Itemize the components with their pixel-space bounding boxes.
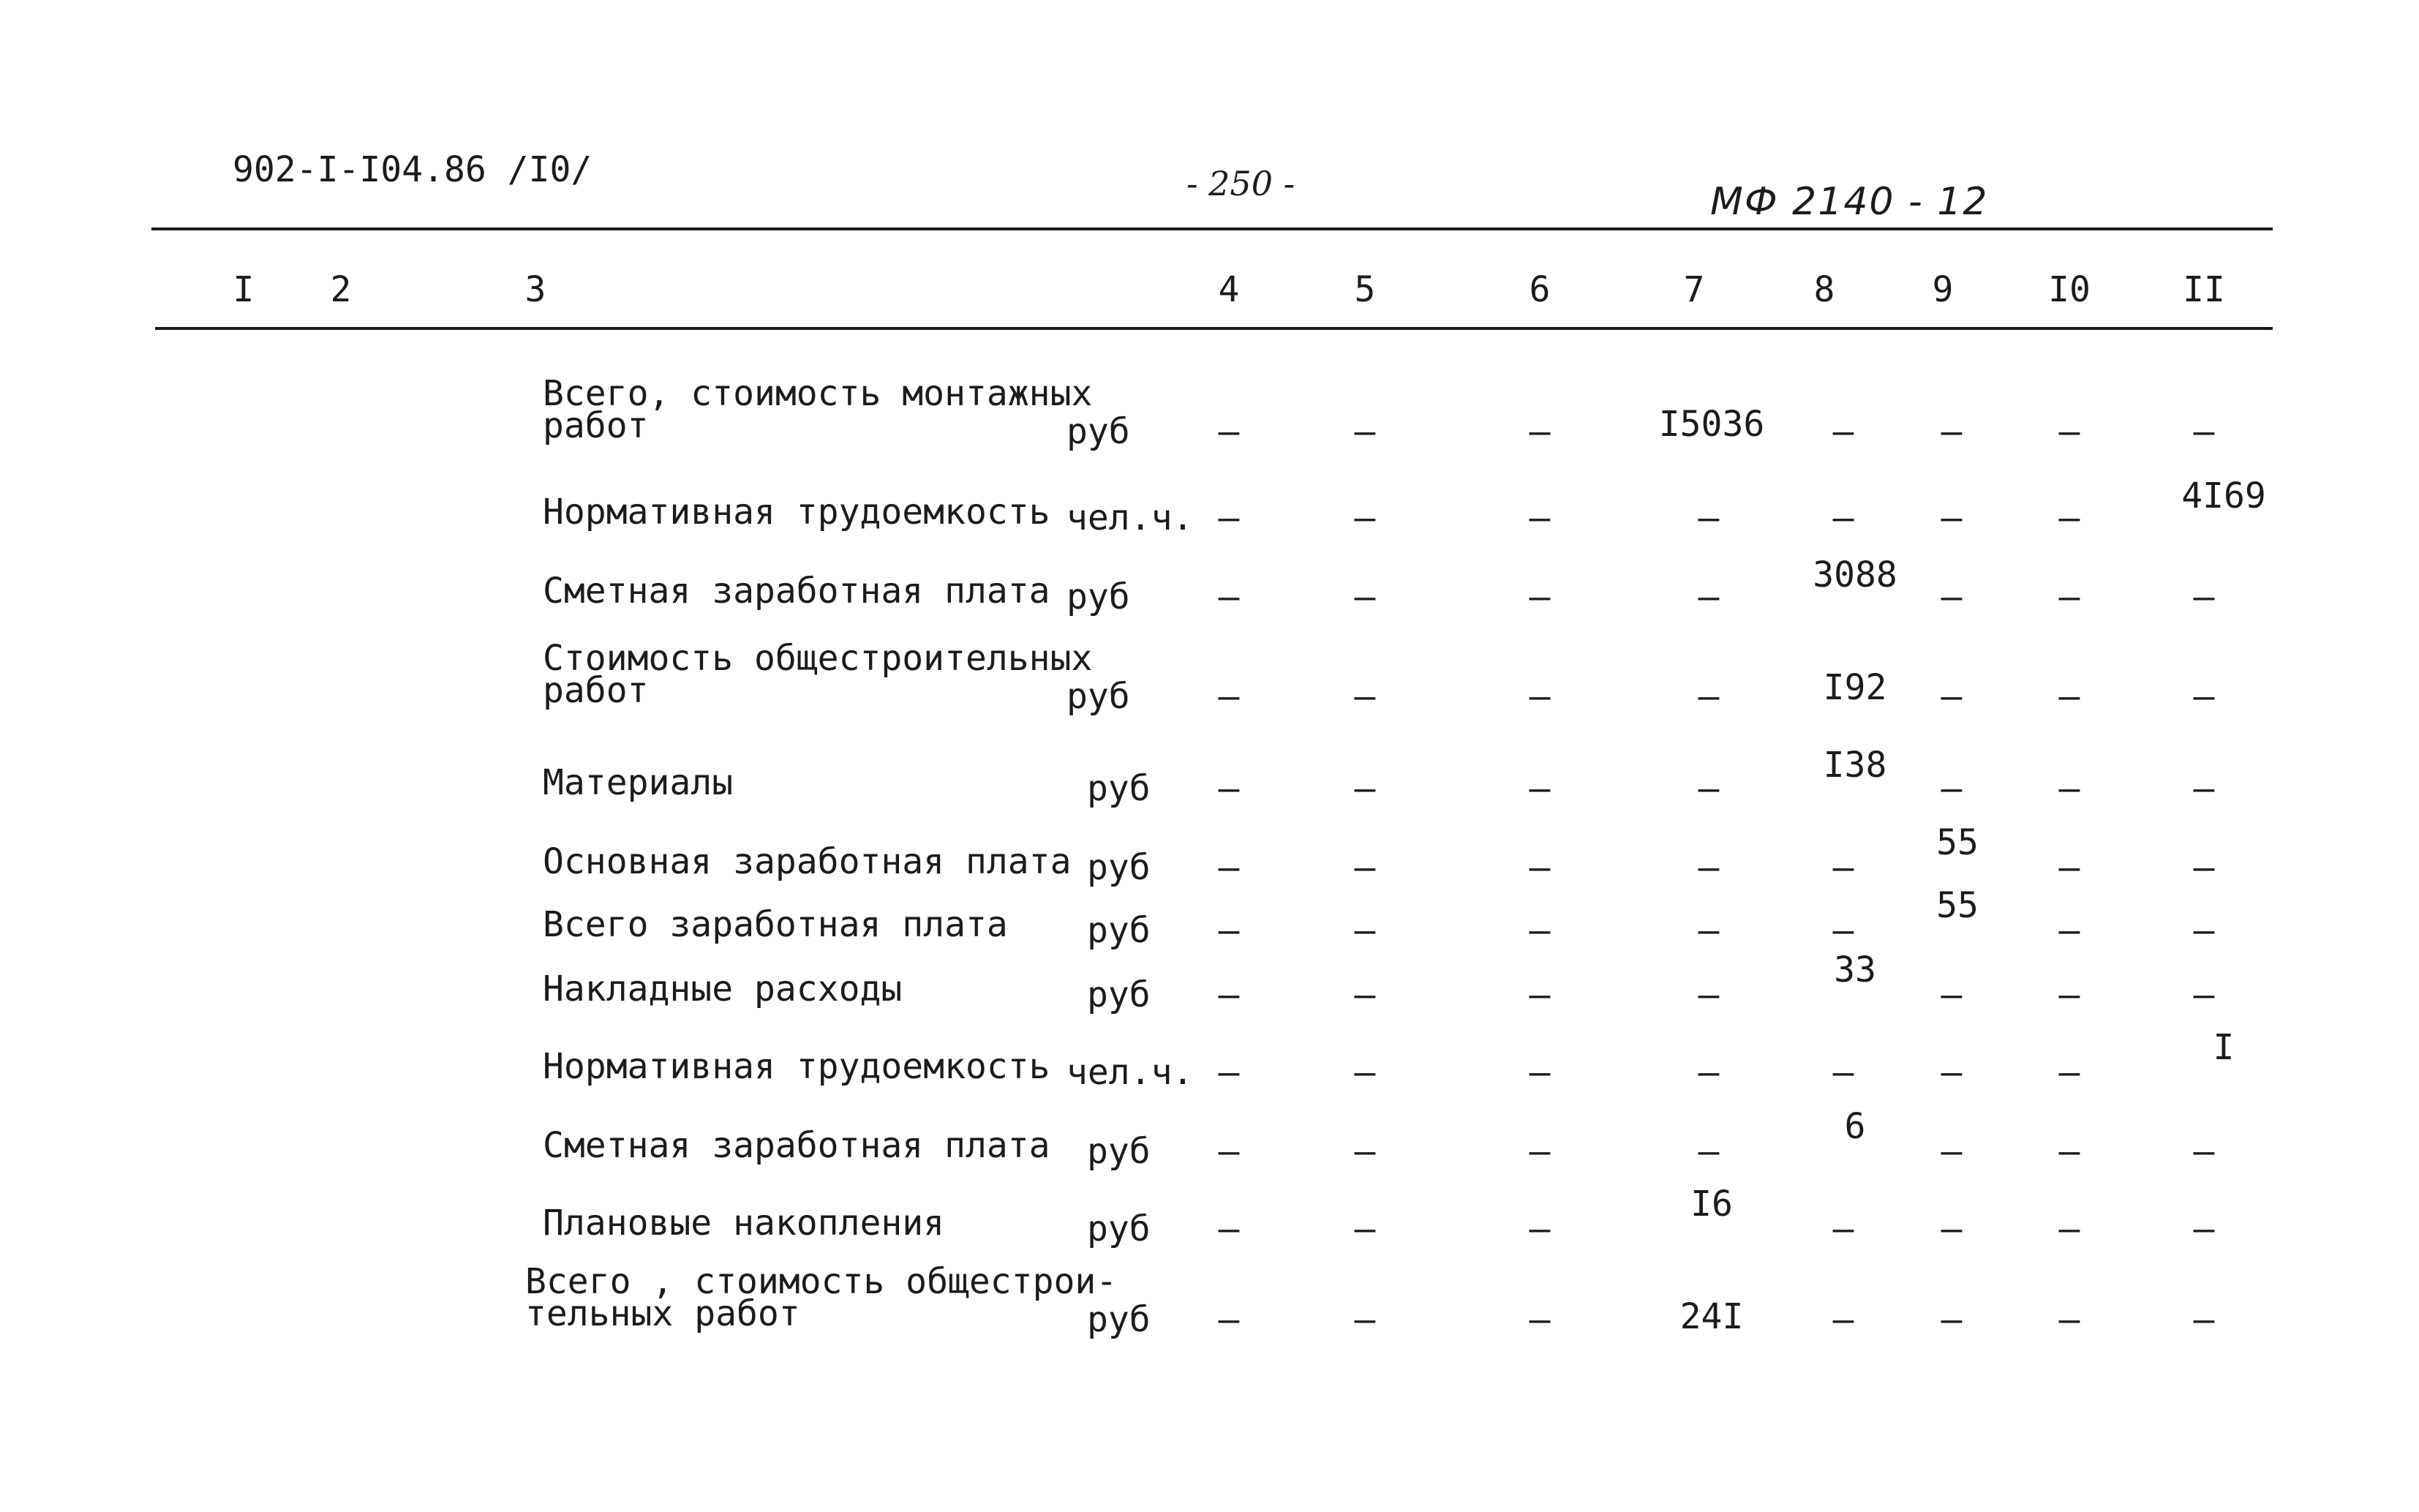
column-number-7: 7 (1683, 269, 1705, 310)
row-6-description (543, 841, 1072, 882)
row-9-col-6: – (1529, 1052, 1551, 1093)
row-12-unit: руб (1087, 1299, 1151, 1340)
row-3-col-11: – (2193, 576, 2215, 617)
row-2-col-6: – (1529, 497, 1551, 538)
row-8-description (543, 968, 903, 1009)
row-9-col-8: – (1832, 1052, 1854, 1093)
row-7-col-11: – (2193, 910, 2215, 951)
row-4-col-11: – (2193, 676, 2215, 717)
row-1-col-10: – (2058, 411, 2080, 452)
row-8-col-11: – (2193, 974, 2215, 1015)
row-2-col-8: – (1832, 497, 1854, 538)
row-10-col-9: – (1941, 1131, 1963, 1172)
row-6-col-11: – (2193, 847, 2215, 888)
row-12-col-4: – (1218, 1299, 1240, 1340)
row-3-description (543, 571, 1050, 612)
row-10-col-6: – (1529, 1131, 1551, 1172)
description-line: тельных работ (525, 1293, 800, 1334)
row-4-col-10: – (2058, 676, 2080, 717)
sheet-mark: МФ 2140 - 12 (1710, 180, 1989, 224)
row-5-col-7: – (1698, 768, 1720, 809)
row-12-col-5: – (1354, 1299, 1376, 1340)
description-line: Всего заработная плата (543, 904, 1008, 945)
row-7-col-8: – (1832, 910, 1854, 951)
column-number-6: 6 (1529, 269, 1551, 310)
row-12-col-8: – (1832, 1299, 1854, 1340)
row-5-description (543, 762, 734, 803)
row-5-col-10: – (2058, 768, 2080, 809)
row-9-col-7: – (1698, 1052, 1720, 1093)
row-10-unit: руб (1087, 1131, 1151, 1172)
description-line: работ (543, 670, 649, 711)
row-9-col-10: – (2058, 1052, 2080, 1093)
row-4-col-8: I92 (1823, 667, 1887, 708)
row-2-col-11: 4I69 (2181, 475, 2266, 516)
row-10-col-5: – (1354, 1131, 1376, 1172)
row-10-description (543, 1125, 1050, 1166)
row-11-col-11: – (2193, 1208, 2215, 1249)
row-4-col-4: – (1218, 676, 1240, 717)
column-number-3: 3 (524, 269, 546, 310)
description-line: Основная заработная плата (543, 841, 1072, 882)
row-4-col-9: – (1941, 676, 1963, 717)
row-2-description (543, 492, 1050, 533)
row-1-col-11: – (2193, 411, 2215, 452)
row-7-col-6: – (1529, 910, 1551, 951)
row-7-col-10: – (2058, 910, 2080, 951)
row-6-unit: руб (1087, 847, 1151, 888)
row-9-col-4: – (1218, 1052, 1240, 1093)
row-12-col-9: – (1941, 1299, 1963, 1340)
row-11-col-4: – (1218, 1208, 1240, 1249)
row-8-col-8: 33 (1834, 949, 1876, 990)
row-10-col-10: – (2058, 1131, 2080, 1172)
document-code: 902-I-I04.86 /I0/ (233, 149, 592, 190)
row-3-col-8: 3088 (1813, 554, 1897, 595)
row-2-unit: чел.ч. (1066, 497, 1194, 538)
row-5-col-11: – (2193, 768, 2215, 809)
row-8-col-5: – (1354, 974, 1376, 1015)
description-line: Сметная заработная плата (543, 1125, 1050, 1166)
row-7-col-9: 55 (1936, 885, 1979, 926)
row-8-col-6: – (1529, 974, 1551, 1015)
row-11-col-8: – (1832, 1208, 1854, 1249)
row-4-unit: руб (1066, 676, 1130, 717)
row-9-unit: чел.ч. (1066, 1052, 1194, 1093)
column-number-11: II (2183, 269, 2225, 310)
row-1-col-8: – (1832, 411, 1854, 452)
row-4-col-5: – (1354, 676, 1376, 717)
row-7-col-5: – (1354, 910, 1376, 951)
row-1-description (543, 373, 1093, 446)
row-1-unit: руб (1066, 411, 1130, 452)
description-line: работ (543, 405, 649, 446)
row-10-col-4: – (1218, 1131, 1240, 1172)
row-4-col-6: – (1529, 676, 1551, 717)
row-10-col-11: – (2193, 1131, 2215, 1172)
row-5-col-4: – (1218, 768, 1240, 809)
description-line: Всего, стоимость монтажных (543, 373, 1093, 414)
row-10-col-7: – (1698, 1131, 1720, 1172)
row-6-col-9: 55 (1936, 822, 1979, 863)
description-line: Стоимость общестроительных (543, 638, 1093, 679)
column-number-2: 2 (330, 269, 352, 310)
description-line: Материалы (543, 762, 734, 803)
row-2-col-5: – (1354, 497, 1376, 538)
row-7-unit: руб (1087, 910, 1151, 951)
row-12-col-10: – (2058, 1299, 2080, 1340)
row-6-col-6: – (1529, 847, 1551, 888)
row-4-description (543, 638, 1093, 711)
row-8-col-7: – (1698, 974, 1720, 1015)
header-rule (155, 327, 2273, 330)
row-6-col-7: – (1698, 847, 1720, 888)
row-8-col-9: – (1941, 974, 1963, 1015)
description-line: Нормативная трудоемкость (543, 1046, 1050, 1087)
column-number-10: I0 (2048, 269, 2091, 310)
row-1-col-7: I5036 (1658, 404, 1765, 445)
row-11-unit: руб (1087, 1208, 1151, 1249)
row-7-description (543, 904, 1008, 945)
row-11-col-9: – (1941, 1208, 1963, 1249)
row-7-col-4: – (1218, 910, 1240, 951)
row-11-col-6: – (1529, 1208, 1551, 1249)
top-rule (151, 227, 2273, 230)
column-number-4: 4 (1218, 269, 1240, 310)
row-1-col-5: – (1354, 411, 1376, 452)
row-9-col-5: – (1354, 1052, 1376, 1093)
row-2-col-9: – (1941, 497, 1963, 538)
description-line: Накладные расходы (543, 968, 903, 1009)
row-11-description (543, 1203, 945, 1244)
row-8-col-10: – (2058, 974, 2080, 1015)
row-3-col-6: – (1529, 576, 1551, 617)
row-8-unit: руб (1087, 974, 1151, 1015)
row-1-col-9: – (1941, 411, 1963, 452)
row-3-col-9: – (1941, 576, 1963, 617)
row-9-col-11: I (2213, 1027, 2235, 1068)
row-7-col-7: – (1698, 910, 1720, 951)
row-6-col-8: – (1832, 847, 1854, 888)
row-11-col-5: – (1354, 1208, 1376, 1249)
row-12-col-6: – (1529, 1299, 1551, 1340)
row-3-col-5: – (1354, 576, 1376, 617)
row-1-col-6: – (1529, 411, 1551, 452)
row-2-col-10: – (2058, 497, 2080, 538)
page-number: - 250 - (1186, 164, 1295, 203)
row-3-col-10: – (2058, 576, 2080, 617)
row-5-col-6: – (1529, 768, 1551, 809)
row-3-col-4: – (1218, 576, 1240, 617)
column-number-1: I (233, 269, 255, 310)
row-6-col-4: – (1218, 847, 1240, 888)
row-12-col-11: – (2193, 1299, 2215, 1340)
description-line: Нормативная трудоемкость (543, 492, 1050, 533)
row-12-col-7: 24I (1679, 1296, 1744, 1337)
row-4-col-7: – (1698, 676, 1720, 717)
row-3-col-7: – (1698, 576, 1720, 617)
description-line: Плановые накопления (543, 1203, 945, 1244)
row-2-col-4: – (1218, 497, 1240, 538)
column-number-9: 9 (1932, 269, 1954, 310)
row-9-description (543, 1046, 1050, 1087)
description-line: Сметная заработная плата (543, 571, 1050, 612)
row-12-description (525, 1261, 1118, 1334)
row-2-col-7: – (1698, 497, 1720, 538)
row-6-col-5: – (1354, 847, 1376, 888)
description-line: Всего , стоимость общестрои- (525, 1261, 1118, 1302)
row-11-col-7: I6 (1690, 1184, 1733, 1225)
row-3-unit: руб (1066, 576, 1130, 617)
row-5-col-9: – (1941, 768, 1963, 809)
row-11-col-10: – (2058, 1208, 2080, 1249)
column-number-5: 5 (1354, 269, 1376, 310)
row-1-col-4: – (1218, 411, 1240, 452)
column-number-8: 8 (1813, 269, 1835, 310)
row-5-col-8: I38 (1823, 745, 1887, 786)
row-5-col-5: – (1354, 768, 1376, 809)
row-9-col-9: – (1941, 1052, 1963, 1093)
row-8-col-4: – (1218, 974, 1240, 1015)
row-6-col-10: – (2058, 847, 2080, 888)
row-10-col-8: 6 (1844, 1106, 1866, 1147)
row-5-unit: руб (1087, 768, 1151, 809)
